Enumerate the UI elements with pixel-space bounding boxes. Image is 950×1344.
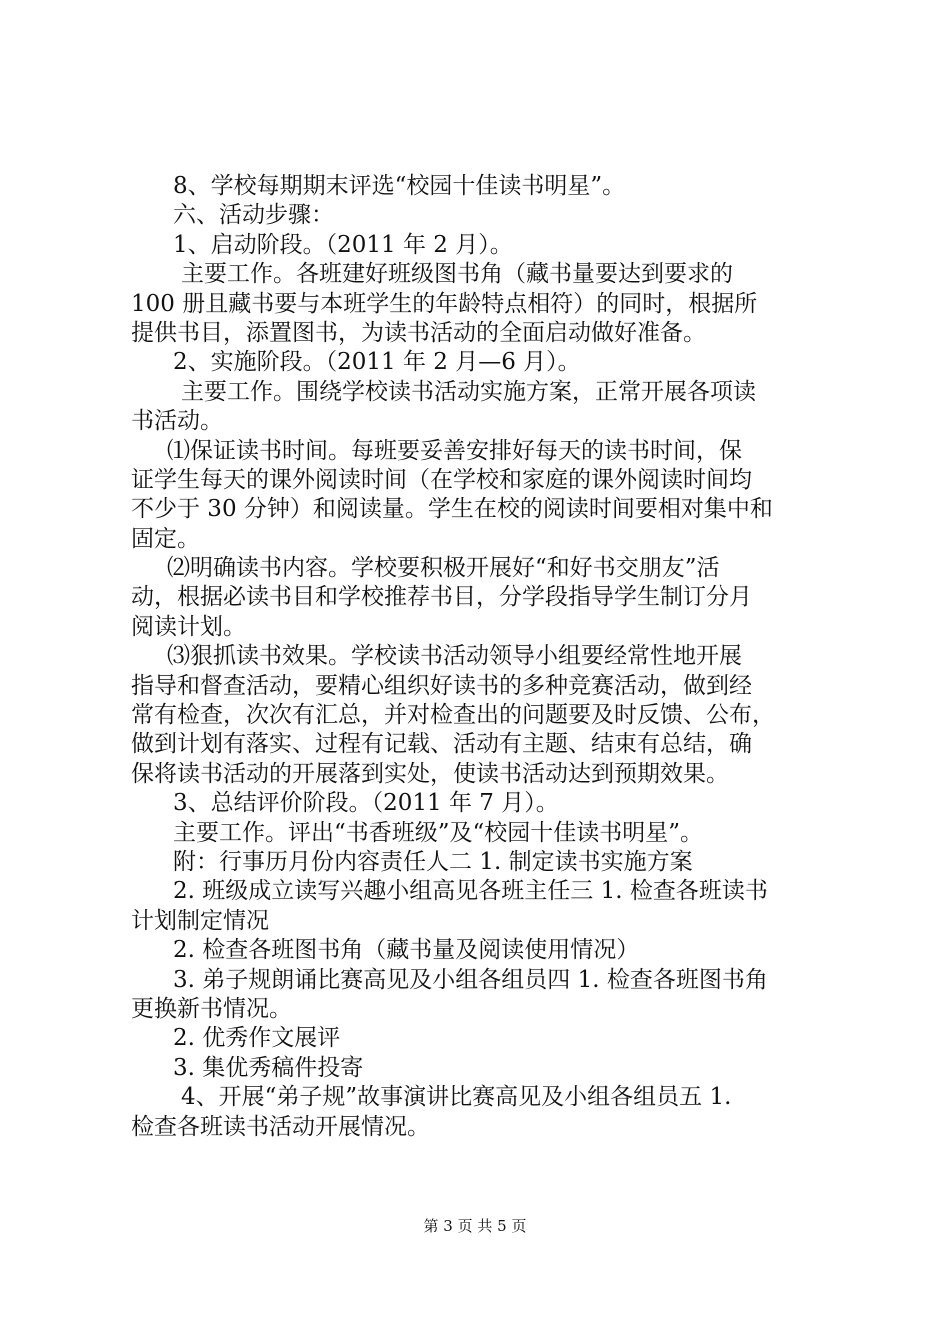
text-line: 做到计划有落实、过程有记载、活动有主题、结束有总结，确 [131,731,752,758]
text-line: 3. 集优秀稿件投寄 [173,1054,364,1081]
text-line: 1、启动阶段。（2011 年 2 月）。 [173,231,513,258]
text-line: 动，根据必读书目和学校推荐书目，分学段指导学生制订分月 [131,584,752,611]
text-line: 8、学校每期期末评选“校园十佳读书明星”。 [173,173,626,199]
text-line: 固定。 [131,525,200,552]
text-line: 主要工作。评出“书香班级”及“校园十佳读书明星”。 [173,819,704,846]
text-line: 100 册且藏书要与本班学生的年龄特点相符）的同时，根据所 [131,290,758,317]
text-line: 提供书目，添置图书，为读书活动的全面启动做好准备。 [131,319,706,346]
text-line: 阅读计划。 [131,613,246,640]
text-line: 书活动。 [131,408,223,435]
text-line: 3. 弟子规朗诵比赛高见及小组各组员四 1. 检查各班图书角 [173,966,768,993]
text-line: 2. 检查各班图书角（藏书量及阅读使用情况） [173,937,640,964]
text-line: 2. 班级成立读写兴趣小组高见各班主任三 1. 检查各班读书 [173,878,768,905]
text-line: 保将读书活动的开展落到实处，使读书活动达到预期效果。 [131,760,729,787]
text-line: 不少于 30 分钟）和阅读量。学生在校的阅读时间要相对集中和 [131,496,773,523]
text-line: ⑴保证读书时间。每班要妥善安排好每天的读书时间，保 [167,437,742,464]
text-line: 2、实施阶段。（2011 年 2 月—6 月）。 [173,349,581,376]
text-line: ⑶狠抓读书效果。学校读书活动领导小组要经常性地开展 [167,643,742,670]
text-line: 检查各班读书活动开展情况。 [131,1113,430,1140]
text-line: 更换新书情况。 [131,995,292,1022]
text-line: 2. 优秀作文展评 [173,1025,341,1052]
text-line: 4、开展“弟子规”故事演讲比赛高见及小组各组员五 1. [181,1084,732,1111]
section-heading: 六、活动步骤： [173,202,334,229]
text-line: ⑵明确读书内容。学校要积极开展好“和好书交朋友”活 [167,555,720,582]
text-line: 计划制定情况 [131,907,269,934]
text-line: 主要工作。围绕学校读书活动实施方案，正常开展各项读 [181,378,756,405]
text-line: 证学生每天的课外阅读时间（在学校和家庭的课外阅读时间均 [131,466,752,493]
text-line: 主要工作。各班建好班级图书角（藏书量要达到要求的 [181,261,733,288]
text-line: 附：行事历月份内容责任人二 1. 制定读书实施方案 [173,848,693,875]
text-line: 常有检查，次次有汇总，并对检查出的问题要及时反馈、公布， [131,702,775,729]
page-number-footer: 第 3 页 共 5 页 [423,1217,527,1235]
document-body [131,172,831,1142]
text-line: 3、总结评价阶段。（2011 年 7 月）。 [173,790,559,817]
text-line: 指导和督查活动，要精心组织好读书的多种竞赛活动，做到经 [131,672,752,699]
